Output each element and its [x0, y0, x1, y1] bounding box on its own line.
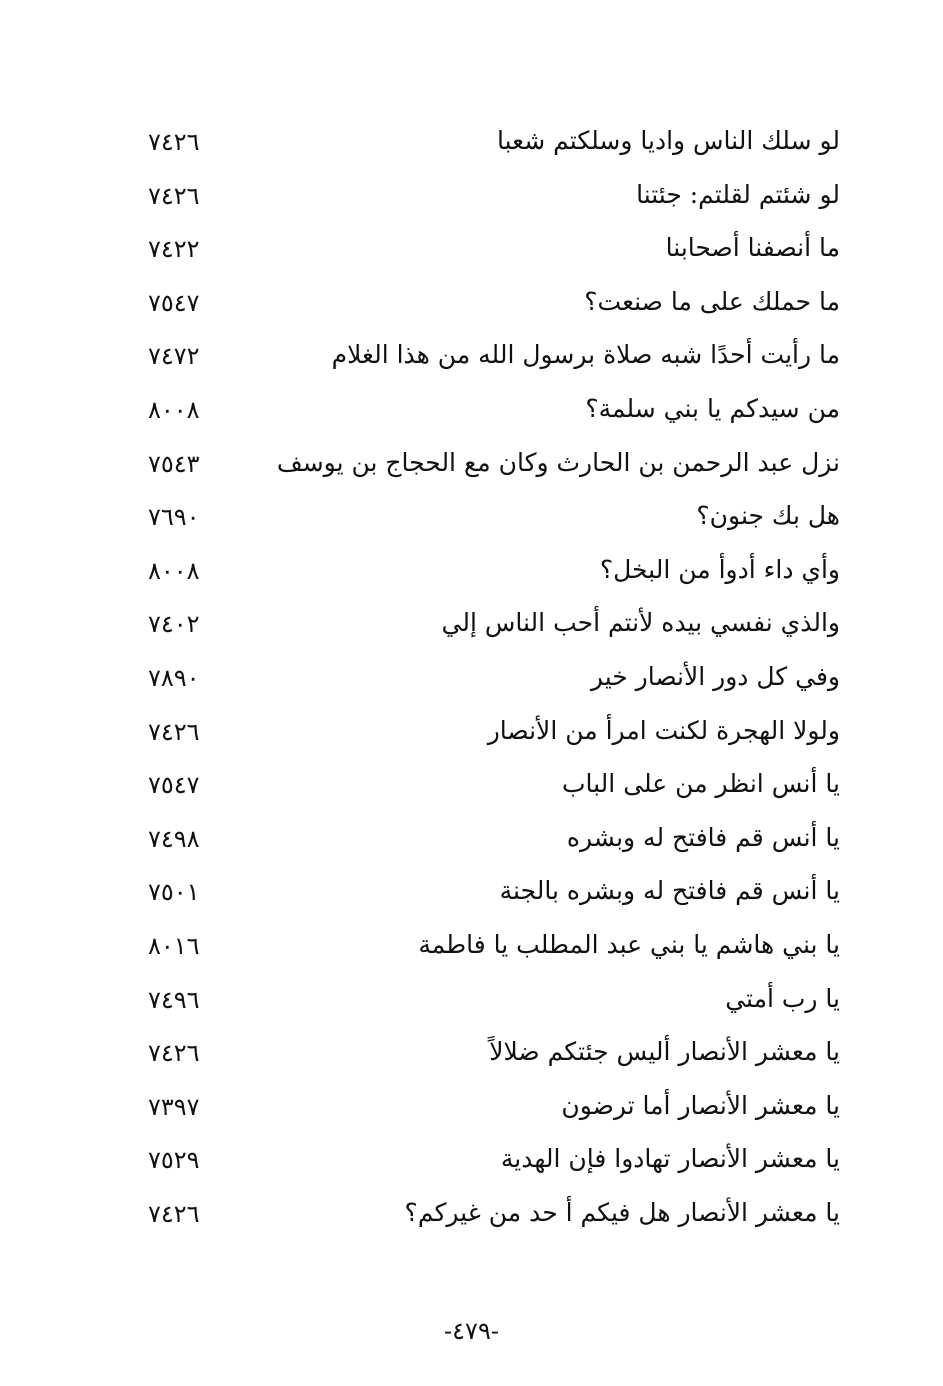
entry-page-number: ٧٤٩٦: [148, 985, 200, 1014]
entry-text: يا معشر الأنصار أليس جئتكم ضلالاً: [489, 1037, 840, 1067]
entry-text: يا أنس قم فافتح له وبشره بالجنة: [499, 876, 840, 906]
entry-page-number: ٨٠٠٨: [148, 556, 200, 585]
list-item: [140, 815, 840, 869]
entry-page-number: ٧٤٢٦: [148, 128, 200, 156]
list-item: [140, 386, 840, 440]
entry-page-number: ٧٤٢٦: [148, 1039, 200, 1068]
entry-text: ما حملك على ما صنعت؟: [584, 286, 840, 316]
entry-page-number: ٨٠٠٨: [148, 395, 200, 424]
entry-page-number: ٧٥٠١: [148, 878, 200, 907]
entry-text: هل بك جنون؟: [696, 501, 840, 531]
entry-page-number: ٧٤٢٦: [148, 717, 200, 746]
entry-text: ما أنصفنا أصحابنا: [665, 233, 840, 263]
entry-page-number: ٧٥٤٧: [148, 771, 200, 800]
entry-page-number: ٧٤٩٨: [148, 824, 200, 853]
list-item: [140, 976, 840, 1030]
hadith-index-list: [140, 118, 840, 1243]
entry-text: ولولا الهجرة لكنت امرأ من الأنصار: [487, 715, 840, 745]
list-item: [140, 118, 840, 172]
entry-text: والذي نفسي بيده لأنتم أحب الناس إلي: [441, 608, 840, 638]
page-number-footer: -٤٧٩-: [444, 1317, 499, 1345]
list-item: [140, 1029, 840, 1083]
list-item: [140, 761, 840, 815]
list-item: [140, 493, 840, 547]
entry-text: يا أنس قم فافتح له وبشره: [566, 822, 840, 852]
list-item: [140, 172, 840, 226]
list-item: [140, 1083, 840, 1137]
list-item: [140, 868, 840, 922]
entry-page-number: ٧٤٢٦: [148, 181, 200, 210]
list-item: [140, 547, 840, 601]
entry-page-number: ٧٤٠٢: [148, 610, 200, 639]
list-item: [140, 440, 840, 494]
entry-page-number: ٧٨٩٠: [148, 663, 200, 692]
entry-text: يا بني هاشم يا بني عبد المطلب يا فاطمة: [418, 929, 840, 959]
entry-page-number: ٧٤٧٢: [148, 342, 200, 371]
entry-text: ما رأيت أحدًا شبه صلاة برسول الله من هذا الغلام: [331, 340, 840, 370]
list-item: [140, 1190, 840, 1244]
entry-text: لو شئتم لقلتم: جئتنا: [636, 179, 840, 209]
entry-text: وفي كل دور الأنصار خير: [590, 661, 840, 691]
list-item: [140, 1136, 840, 1190]
entry-page-number: ٧٥٤٣: [148, 449, 200, 478]
entry-page-number: ٧٥٢٩: [148, 1146, 200, 1175]
list-item: [140, 225, 840, 279]
entry-text: من سيدكم يا بني سلمة؟: [585, 393, 840, 423]
entry-text: يا معشر الأنصار تهادوا فإن الهدية: [500, 1144, 840, 1174]
entry-page-number: ٧٦٩٠: [148, 503, 200, 532]
entry-page-number: ٨٠١٦: [148, 931, 200, 960]
list-item: [140, 279, 840, 333]
entry-text: لو سلك الناس واديا وسلكتم شعبا: [497, 126, 840, 155]
entry-page-number: ٧٤٢٦: [148, 1199, 200, 1228]
entry-text: نزل عبد الرحمن بن الحارث وكان مع الحجاج بن يوسف: [276, 447, 840, 477]
entry-page-number: ٧٥٤٧: [148, 288, 200, 317]
entry-text: يا رب أمتي: [725, 983, 840, 1013]
list-item: [140, 708, 840, 762]
list-item: [140, 654, 840, 708]
list-item: [140, 922, 840, 976]
entry-page-number: ٧٣٩٧: [148, 1092, 200, 1121]
list-item: [140, 332, 840, 386]
list-item: [140, 600, 840, 654]
entry-text: يا أنس انظر من على الباب: [561, 769, 840, 799]
entry-page-number: ٧٤٢٢: [148, 235, 200, 264]
entry-text: يا معشر الأنصار هل فيكم أ حد من غيركم؟: [404, 1197, 840, 1227]
entry-text: يا معشر الأنصار أما ترضون: [561, 1090, 840, 1120]
entry-text: وأي داء أدوأ من البخل؟: [599, 554, 840, 584]
